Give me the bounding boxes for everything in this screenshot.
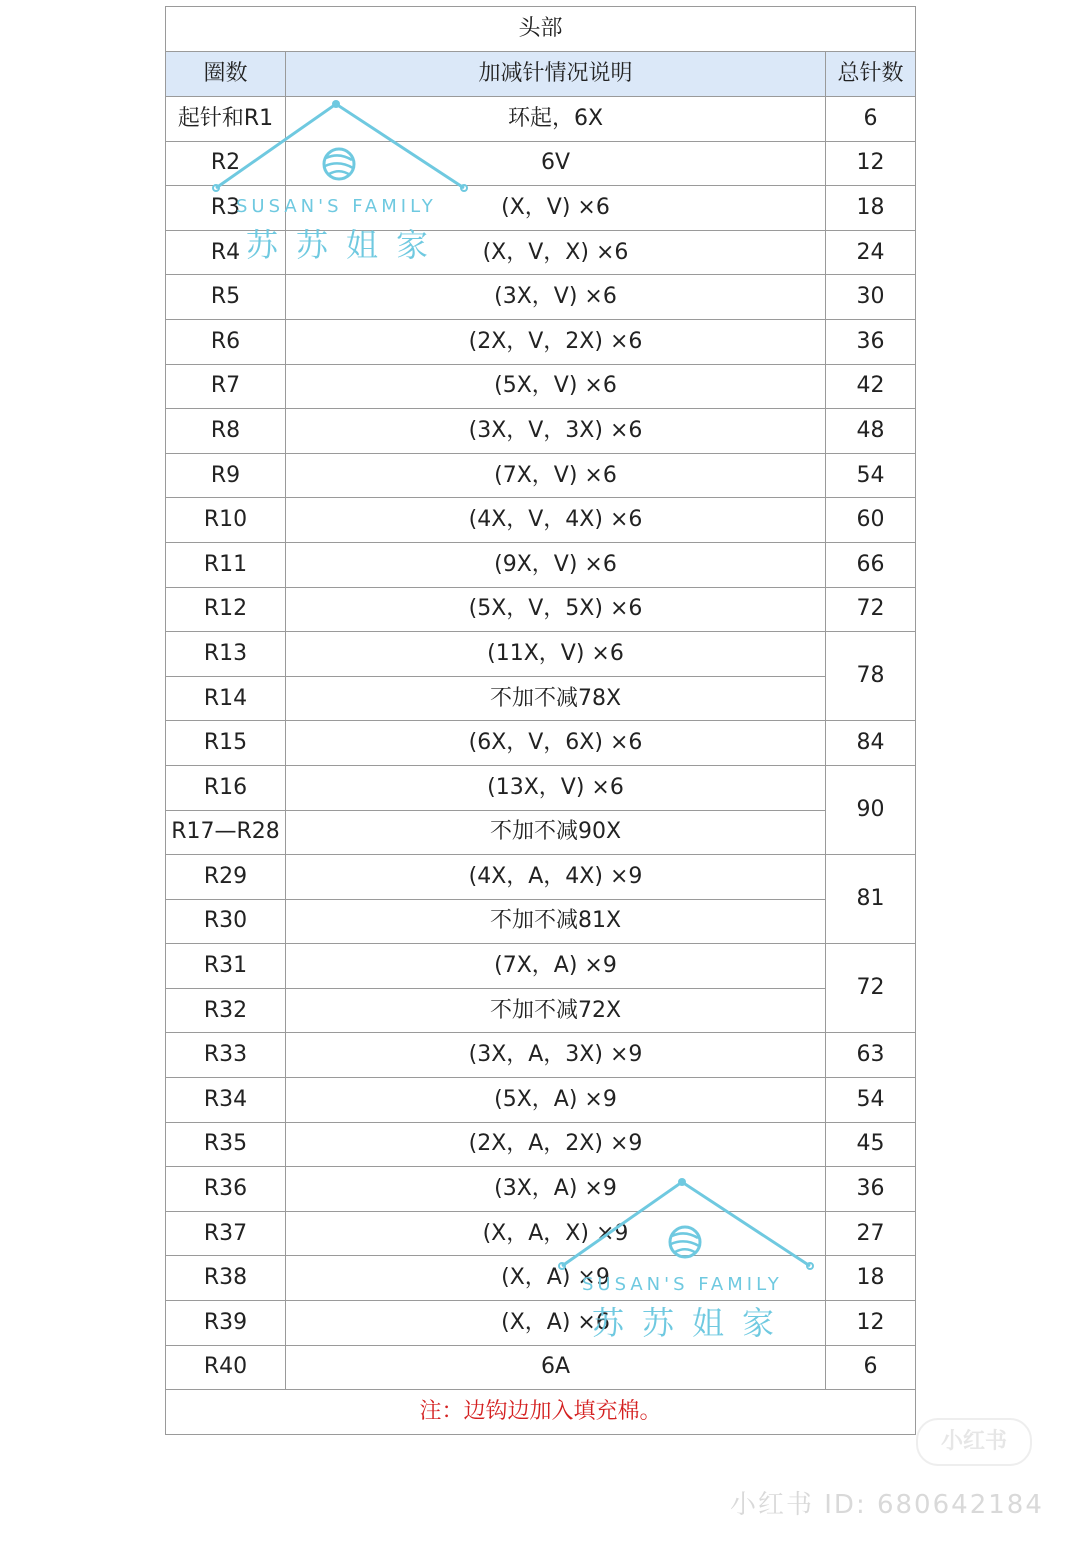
round-cell: R31 (166, 944, 286, 989)
round-cell: 起针和R1 (166, 97, 286, 142)
total-cell: 54 (826, 453, 916, 498)
total-cell: 6 (826, 97, 916, 142)
description-cell: (3X，A) ×9 (286, 1167, 826, 1212)
total-cell: 72 (826, 587, 916, 632)
table-row (166, 186, 916, 231)
total-cell: 90 (826, 765, 916, 854)
total-cell: 6 (826, 1345, 916, 1390)
note-row (166, 1390, 916, 1435)
table-row (166, 988, 916, 1033)
watermark-cn: 苏苏姐家 (246, 226, 447, 264)
round-cell: R11 (166, 542, 286, 587)
round-cell: R17—R28 (166, 810, 286, 855)
description-cell: (X，A，X) ×9 (286, 1211, 826, 1256)
watermark-cn: 苏苏姐家 (592, 1304, 793, 1342)
watermark-en: SUSAN'S FAMILY (582, 1274, 783, 1295)
total-cell: 48 (826, 409, 916, 454)
description-cell: 环起，6X (286, 97, 826, 142)
header-description: 加减针情况说明 (286, 52, 826, 97)
round-cell: R9 (166, 453, 286, 498)
table-title-row (166, 7, 916, 52)
table-row (166, 1345, 916, 1390)
table-row (166, 587, 916, 632)
table-row (166, 721, 916, 766)
table-row (166, 1078, 916, 1123)
round-cell: R30 (166, 899, 286, 944)
round-cell: R10 (166, 498, 286, 543)
table-row (166, 453, 916, 498)
table-row (166, 1211, 916, 1256)
round-cell: R38 (166, 1256, 286, 1301)
description-cell: 不加不减72X (286, 988, 826, 1033)
total-cell: 63 (826, 1033, 916, 1078)
round-cell: R8 (166, 409, 286, 454)
table-header-row (166, 52, 916, 97)
description-cell: (9X，V) ×6 (286, 542, 826, 587)
description-cell: 不加不减81X (286, 899, 826, 944)
description-cell: (X，A) ×6 (286, 1301, 826, 1346)
description-cell: (2X，A，2X) ×9 (286, 1122, 826, 1167)
round-cell: R37 (166, 1211, 286, 1256)
total-cell: 12 (826, 1301, 916, 1346)
table-row (166, 1301, 916, 1346)
total-cell: 42 (826, 364, 916, 409)
table-row (166, 364, 916, 409)
description-cell: (4X，A，4X) ×9 (286, 855, 826, 900)
round-cell: R40 (166, 1345, 286, 1390)
total-cell: 66 (826, 542, 916, 587)
table-row (166, 1167, 916, 1212)
table-row (166, 141, 916, 186)
table-row (166, 855, 916, 900)
header-total-stitches: 总针数 (826, 52, 916, 97)
round-cell: R35 (166, 1122, 286, 1167)
table-row (166, 1033, 916, 1078)
table-row (166, 1256, 916, 1301)
table-row (166, 275, 916, 320)
total-cell: 78 (826, 632, 916, 721)
total-cell: 36 (826, 1167, 916, 1212)
total-cell: 18 (826, 186, 916, 231)
total-cell: 72 (826, 944, 916, 1033)
description-cell: (3X，V，3X) ×6 (286, 409, 826, 454)
round-cell: R6 (166, 319, 286, 364)
table-row (166, 810, 916, 855)
table-row (166, 319, 916, 364)
round-cell: R14 (166, 676, 286, 721)
table-row (166, 498, 916, 543)
description-cell: 不加不减78X (286, 676, 826, 721)
description-cell: (13X，V) ×6 (286, 765, 826, 810)
description-cell: (11X，V) ×6 (286, 632, 826, 677)
header-round: 圈数 (166, 52, 286, 97)
description-cell: (4X，V，4X) ×6 (286, 498, 826, 543)
round-cell: R4 (166, 230, 286, 275)
round-cell: R3 (166, 186, 286, 231)
description-cell: 6A (286, 1345, 826, 1390)
table-row (166, 97, 916, 142)
round-cell: R7 (166, 364, 286, 409)
table-body (166, 97, 916, 1390)
watermark-en: SUSAN'S FAMILY (236, 196, 437, 217)
platform-user-id: 小红书 ID: 680642184 (730, 1490, 1044, 1520)
table-row (166, 676, 916, 721)
round-cell: R15 (166, 721, 286, 766)
round-cell: R39 (166, 1301, 286, 1346)
total-cell: 54 (826, 1078, 916, 1123)
total-cell: 60 (826, 498, 916, 543)
table-row (166, 899, 916, 944)
note-text: 注：边钩边加入填充棉。 (166, 1390, 916, 1435)
total-cell: 84 (826, 721, 916, 766)
description-cell: 不加不减90X (286, 810, 826, 855)
total-cell: 45 (826, 1122, 916, 1167)
round-cell: R2 (166, 141, 286, 186)
platform-badge: 小红书 (916, 1418, 1032, 1466)
total-cell: 18 (826, 1256, 916, 1301)
total-cell: 36 (826, 319, 916, 364)
round-cell: R12 (166, 587, 286, 632)
round-cell: R34 (166, 1078, 286, 1123)
total-cell: 24 (826, 230, 916, 275)
description-cell: (X，V) ×6 (286, 186, 826, 231)
table-title: 头部 (166, 7, 916, 52)
description-cell: (X，A) ×9 (286, 1256, 826, 1301)
description-cell: (X，V，X) ×6 (286, 230, 826, 275)
round-cell: R36 (166, 1167, 286, 1212)
description-cell: (5X，A) ×9 (286, 1078, 826, 1123)
table-row (166, 409, 916, 454)
description-cell: (5X，V) ×6 (286, 364, 826, 409)
round-cell: R16 (166, 765, 286, 810)
description-cell: (5X，V，5X) ×6 (286, 587, 826, 632)
total-cell: 12 (826, 141, 916, 186)
total-cell: 81 (826, 855, 916, 944)
table-row (166, 542, 916, 587)
pattern-table (165, 6, 916, 1435)
table-row (166, 230, 916, 275)
round-cell: R29 (166, 855, 286, 900)
description-cell: (3X，V) ×6 (286, 275, 826, 320)
description-cell: (3X，A，3X) ×9 (286, 1033, 826, 1078)
table-row (166, 765, 916, 810)
table-row (166, 944, 916, 989)
description-cell: (6X，V，6X) ×6 (286, 721, 826, 766)
table-row (166, 632, 916, 677)
description-cell: 6V (286, 141, 826, 186)
round-cell: R32 (166, 988, 286, 1033)
description-cell: (7X，A) ×9 (286, 944, 826, 989)
total-cell: 27 (826, 1211, 916, 1256)
round-cell: R13 (166, 632, 286, 677)
description-cell: (2X，V，2X) ×6 (286, 319, 826, 364)
table-row (166, 1122, 916, 1167)
total-cell: 30 (826, 275, 916, 320)
description-cell: (7X，V) ×6 (286, 453, 826, 498)
round-cell: R33 (166, 1033, 286, 1078)
round-cell: R5 (166, 275, 286, 320)
